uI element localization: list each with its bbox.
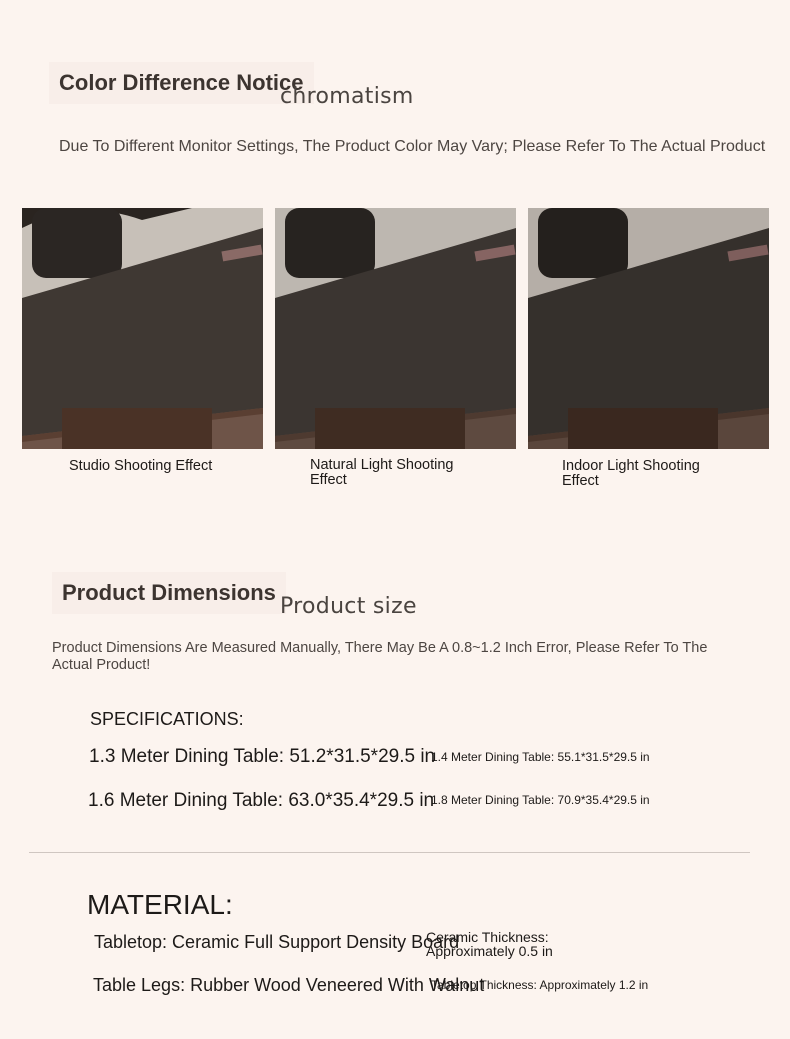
material-row-1-main: Tabletop: Ceramic Full Support Density Board xyxy=(94,932,460,952)
dimensions-notice: Product Dimensions Are Measured Manually, There May Be A 0.8~1.2 Inch Error, Please Refer To The Actual Product! xyxy=(52,640,708,673)
spec-row-2-side: 1.8 Meter Dining Table: 70.9*35.4*29.5 in xyxy=(431,793,650,807)
material-row-2-side: Tabletop Thickness: Approximately 1.2 in xyxy=(431,978,649,992)
spec-row-1-main: 1.3 Meter Dining Table: 51.2*31.5*29.5 in xyxy=(89,746,436,767)
caption-indoor-light: Indoor Light Shooting Effect xyxy=(562,458,700,489)
material-title: MATERIAL: xyxy=(87,889,233,920)
color-notice-text: Due To Different Monitor Settings, The Product Color May Vary; Please Refer To The Actual Product xyxy=(59,138,766,155)
photo-natural-light xyxy=(275,208,516,449)
dimensions-subtitle: Product size xyxy=(280,594,417,619)
spec-row-1-side: 1.4 Meter Dining Table: 55.1*31.5*29.5 in xyxy=(431,750,650,764)
material-row-2-main: Table Legs: Rubber Wood Veneered With Walnut xyxy=(93,975,485,995)
color-notice-title: Color Difference Notice xyxy=(49,62,314,104)
photo-indoor-light xyxy=(528,208,769,449)
photo-studio xyxy=(22,208,263,449)
section-divider xyxy=(29,852,750,853)
material-row-1-side: Ceramic Thickness: Approximately 0.5 in xyxy=(426,929,553,959)
caption-natural-light: Natural Light Shooting Effect xyxy=(310,457,454,488)
color-notice-subtitle: chromatism xyxy=(280,84,414,109)
dimensions-title: Product Dimensions xyxy=(52,572,286,614)
specifications-title: SPECIFICATIONS: xyxy=(90,709,244,729)
caption-studio: Studio Shooting Effect xyxy=(69,458,213,474)
spec-row-2-main: 1.6 Meter Dining Table: 63.0*35.4*29.5 in xyxy=(88,790,435,811)
